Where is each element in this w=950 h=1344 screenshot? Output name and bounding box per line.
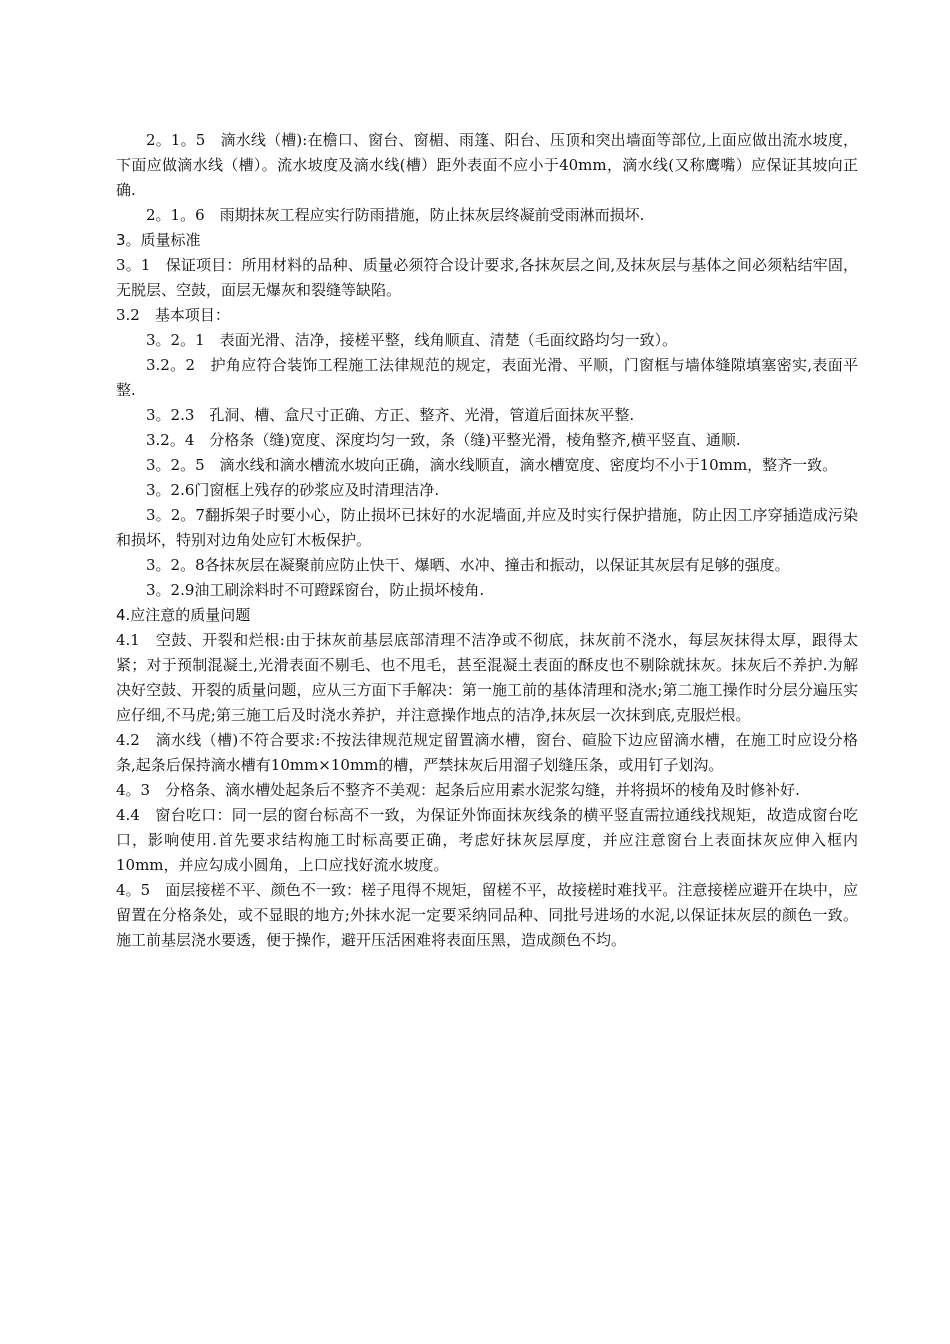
paragraph-3-2-1: 3。2。1 表面光滑、洁净，接槎平整，线角顺直、清楚（毛面纹路均匀一致）。 bbox=[146, 331, 678, 349]
paragraph-4-3: 4。3 分格条、滴水槽处起条后不整齐不美观：起条后应用素水泥浆勾缝，并将损坏的棱角及时修补好. bbox=[116, 781, 800, 799]
paragraph-2-1-6: 2。1。6 雨期抹灰工程应实行防雨措施，防止抹灰层终凝前受雨淋而损坏. bbox=[146, 206, 645, 224]
document-body bbox=[116, 128, 858, 953]
paragraph-3-1: 3。1 保证项目：所用材料的品种、质量必须符合设计要求,各抹灰层之间,及抹灰层与基体之间必须粘结牢固，无脱层、空鼓，面层无爆灰和裂缝等缺陷。 bbox=[116, 256, 858, 299]
paragraph-3-2-2: 3.2。2 护角应符合装饰工程施工法律规范的规定，表面光滑、平顺，门窗框与墙体缝隙填塞密实,表面平整. bbox=[116, 356, 858, 399]
paragraph-3-2-3: 3。2.3 孔洞、槽、盒尺寸正确、方正、整齐、光滑，管道后面抹灰平整. bbox=[146, 406, 635, 424]
paragraph-3-2-7: 3。2。7翻拆架子时要小心，防止损坏已抹好的水泥墙面,并应及时实行保护措施，防止因工序穿插造成污染和损坏，特别对边角处应钉木板保护。 bbox=[116, 506, 858, 549]
paragraph-3-2-9: 3。2.9油工刷涂料时不可蹬踩窗台，防止损坏棱角. bbox=[146, 581, 485, 599]
paragraph-4-5: 4。5 面层接槎不平、颜色不一致：槎子甩得不规矩，留槎不平，故接槎时难找平。注意接槎应避开在块中，应留置在分格条处，或不显眼的地方;外抹水泥一定要采纳同品种、同批号进场的水泥,以保证抹灰层的颜色一致。施工前基层浇水要透，便于操作，避开压活困难将表面压黑，造成颜色不均。 bbox=[116, 881, 858, 949]
paragraph-4-1: 4.1 空鼓、开裂和烂根:由于抹灰前基层底部清理不洁净或不彻底，抹灰前不浇水，每层灰抹得太厚，跟得太紧；对于预制混凝土,光滑表面不剔毛、也不甩毛，甚至混凝土表面的酥皮也不剔除就抹灰。抹灰后不养护.为解决好空鼓、开裂的质量问题，应从三方面下手解决：第一施工前的基体清理和浇水;第二施工操作时分层分遍压实应仔细,不马虎;第三施工后及时浇水养护，并注意操作地点的洁净,抹灰层一次抹到底,克服烂根。 bbox=[116, 631, 858, 724]
paragraph-3-2-8: 3。2。8各抹灰层在凝聚前应防止快干、爆晒、水冲、撞击和振动，以保证其灰层有足够的强度。 bbox=[146, 556, 790, 574]
paragraph-3-2-6: 3。2.6门窗框上残存的砂浆应及时清理洁净. bbox=[146, 481, 440, 499]
paragraph-3-2-5: 3。2。5 滴水线和滴水槽流水坡向正确，滴水线顺直，滴水槽宽度、密度均不小于10mm，整齐一致。 bbox=[146, 456, 838, 474]
paragraph-4-2: 4.2 滴水线（槽)不符合要求:不按法律规范规定留置滴水槽，窗台、碹脸下边应留滴水槽，在施工时应设分格条,起条后保持滴水槽有10mm×10mm的槽，严禁抹灰后用溜子划缝压条，或用钉子划沟。 bbox=[116, 731, 859, 774]
paragraph-4-4: 4.4 窗台吃口：同一层的窗台标高不一致，为保证外饰面抹灰线条的横平竖直需拉通线找规矩，故造成窗台吃口，影响使用.首先要求结构施工时标高要正确，考虑好抹灰层厚度，并应注意窗台上表面抹灰应伸入框内10mm，并应勾成小圆角，上口应找好流水坡度。 bbox=[116, 806, 858, 874]
section-heading-3: 3。质量标准 bbox=[116, 231, 201, 249]
paragraph-2-1-5: 2。1。5 滴水线（槽):在檐口、窗台、窗楣、雨篷、阳台、压顶和突出墙面等部位,上面应做出流水坡度，下面应做滴水线（槽）。流水坡度及滴水线(槽）距外表面不应小于40mm，滴水线(又称鹰嘴）应保证其坡向正确. bbox=[116, 131, 858, 199]
paragraph-3-2: 3.2 基本项目： bbox=[116, 306, 230, 324]
paragraph-3-2-4: 3.2。4 分格条（缝)宽度、深度均匀一致，条（缝)平整光滑，棱角整齐,横平竖直、通顺. bbox=[146, 431, 741, 449]
section-heading-4: 4.应注意的质量问题 bbox=[116, 606, 251, 624]
